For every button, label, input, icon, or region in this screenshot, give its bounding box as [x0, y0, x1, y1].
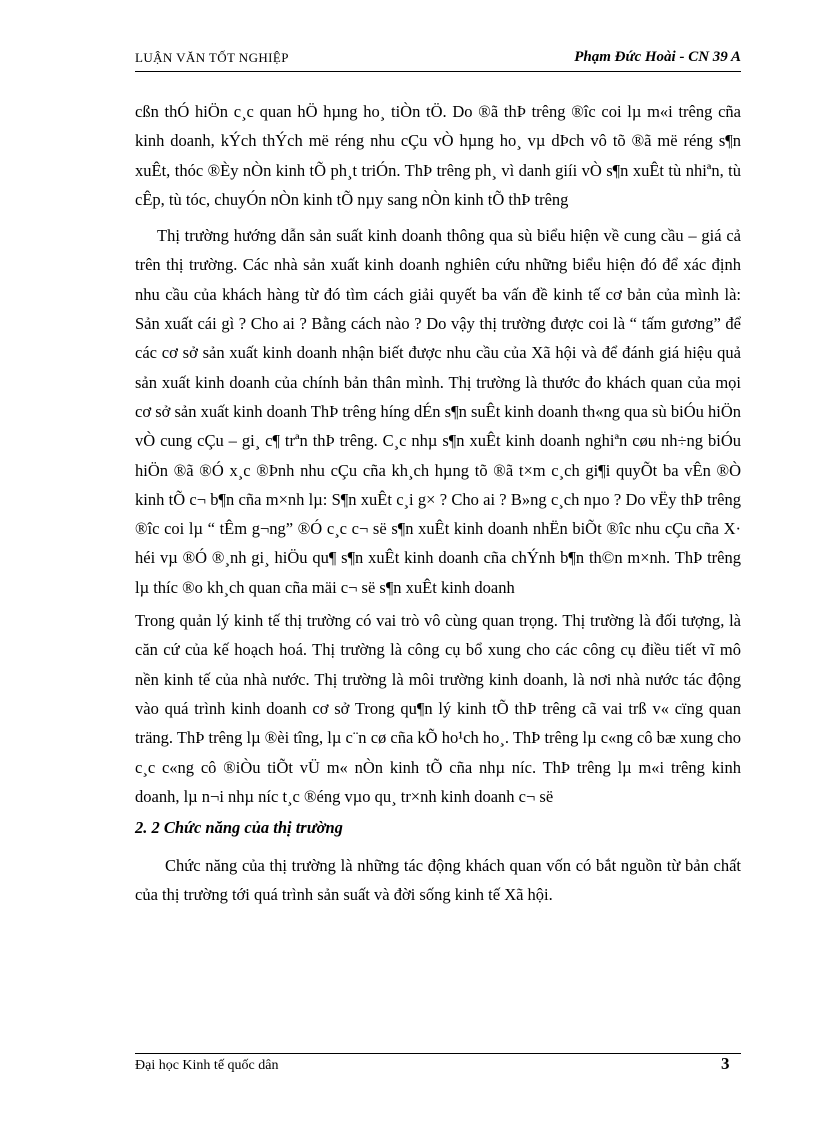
header-author: Phạm Đức Hoài - CN 39 A [574, 49, 741, 65]
section-heading: 2. 2 Chức năng của thị trường [135, 818, 343, 838]
page-header [135, 50, 741, 72]
footer-divider [135, 1053, 741, 1054]
header-thesis-label: LUẬN VĂN TỐT NGHIỆP [135, 50, 289, 65]
paragraph-1: cßn thÓ hiÖn c¸c quan hÖ hµng ho¸ tiÒn tÖ. Do ®ã thÞ trêng ®îc coi lµ m«i trêng cña kinh doanh, kÝch thÝch më réng nhu cÇu vÒ hµng ho¸ vµ dÞch vô tõ ®ã më réng s¶n xuÊt, thóc ®Èy nÒn kinh tÕ ph¸t triÓn. ThÞ trêng ph¸ vì danh giíi vÒ s¶n xuÊt tù nhiªn, tù cÊp, tù tóc, chuyÓn nÒn kinh tÕ nµy sang nÒn kinh tÕ thÞ trêng [135, 102, 741, 209]
section-paragraph: Chức năng của thị trường là những tác động khách quan vốn có bắt nguồn từ bản chất của thị trường tới quá trình sản suất và đời sống kinh tế Xã hội. [135, 856, 741, 905]
footer-institution: Đại học Kinh tế quốc dân [135, 1058, 279, 1073]
paragraph-2: Thị trường hướng dẫn sản suất kinh doanh thông qua sù biểu hiện về cung cầu – giá cả trên thị trường. Các nhà sản xuất kinh doanh nghiên cứu những biểu hiện đó để xác định nhu cầu của khách hàng từ đó tìm cách giải quyết ba vấn đề kinh tế cơ bản của mình là: Sản xuất cái gì ? Cho ai ? Bằng cách nào ? Do vậy thị trường được coi là “ tấm gương” để các cơ sở sản xuất kinh doanh nhận biết được nhu cầu của Xã hội và để đánh giá hiệu quả sản xuất kinh doanh của chính bản thân mình. Thị trường là thước đo khách quan của mọi cơ sở sản xuất kinh doanh ThÞ trêng híng dÉn s¶n suÊt kinh doanh th«ng qua sù biÓu hiÖn vÒ cung cÇu – gi¸ c¶ trªn thÞ trêng. C¸c nhµ s¶n xuÊt kinh doanh nghiªn cøu nh÷ng biÓu hiÖn ®ã ®Ó x¸c ®Þnh nhu cÇu cña kh¸ch hµng tõ ®ã t×m c¸ch gi¶i quyÕt ba vÊn ®Ò kinh tÕ c¬ b¶n cña m×nh lµ: S¶n xuÊt c¸i g× ? Cho ai ? B»ng c¸ch nµo ? Do vËy thÞ trêng ®îc coi lµ “ tÊm g¬ng” ®Ó c¸c c¬ së s¶n xuÊt kinh doanh nhËn biÕt ®îc nhu cÇu cña X· héi vµ ®Ó ®¸nh gi¸ hiÖu qu¶ s¶n xuÊt kinh doanh cña chÝnh b¶n th©n m×nh. ThÞ trêng lµ thíc ®o kh¸ch quan cña mäi c¬ së s¶n xuÊt kinh doanh [135, 226, 741, 597]
page-body [135, 97, 741, 910]
paragraph-3: Trong quản lý kinh tế thị trường có vai trò vô cùng quan trọng. Thị trường là đối tượng, là căn cứ của kế hoạch hoá. Thị trường là công cụ bổ xung cho các công cụ điều tiết vĩ mô nền kinh tế của nhà nước. Thị trường là môi trường kinh doanh, là nơi nhà nước tác động vào quá trình kinh doanh cơ sở Trong qu¶n lý kinh tÕ thÞ trêng cã vai trß v« cïng quan träng. ThÞ trêng lµ ®èi tîng, lµ c¨n cø cña kÕ ho¹ch ho¸. ThÞ trêng lµ c«ng cô bæ xung cho c¸c c«ng cô ®iÒu tiÕt vÜ m« nÒn kinh tÕ cña nhµ níc. ThÞ trêng lµ m«i trêng kinh doanh, lµ n¬i nhµ níc t¸c ®éng vµo qu¸ tr×nh kinh doanh c¬ së [135, 611, 741, 806]
header-divider [135, 71, 741, 72]
page-number: 3 [721, 1054, 730, 1073]
